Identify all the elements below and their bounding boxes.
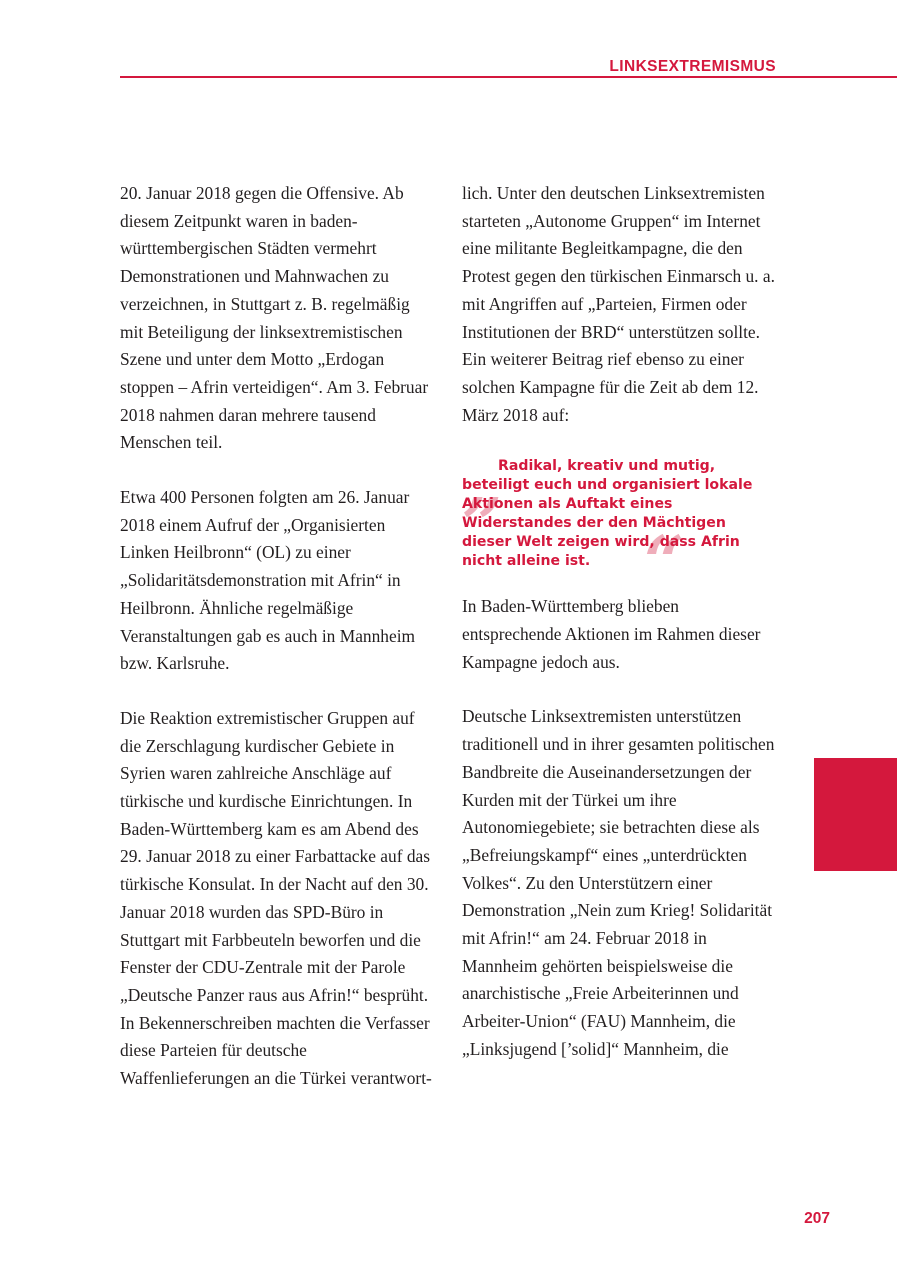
page-number: 207 [804, 1210, 830, 1227]
closing-quote-mark-icon: “ [644, 520, 685, 604]
paragraph: In Baden-Württemberg blieben entsprechende Aktionen im Rahmen dieser Kampagne jedoch aus. [462, 596, 761, 672]
pull-quote [462, 442, 775, 604]
paragraph: 20. Januar 2018 gegen die Offensive. Ab diesem Zeitpunkt waren in baden-württembergischen Städten vermehrt Demonstrationen und Mahnwachen zu verzeichnen, in Stuttgart z. B. regelmäßig mit Beteiligung der linksextremistischen Szene und unter dem Motto „Erdogan stoppen – Afrin verteidigen“. Am 3. Februar 2018 nahmen daran mehrere tausend Menschen teil. [120, 183, 429, 453]
header-rule [120, 76, 897, 78]
section-title: LINKSEXTREMISMUS [609, 58, 776, 75]
paragraph: Deutsche Linksextremisten unterstützen traditionell und in ihrer gesamten politischen Bandbreite die Auseinandersetzungen der Kurden mit der Türkei um ihre Autonomiegebiete; sie betrachten diese als „Befreiungskampf“ eines „unterdrückten Volkes“. Zu den Unterstützern einer Demonstration „Nein zum Krieg! Solidarität mit Afrin!“ am 24. Februar 2018 in Mannheim gehörten beispielsweise die anarchistische „Freie Arbeiterinnen und Arbeiter-Union“ (FAU) Mannheim, die „Linksjugend [’solid]“ Mannheim, die [462, 706, 775, 1059]
paragraph: Etwa 400 Personen folgten am 26. Januar 2018 einem Aufruf der „Organisierten Linken Heilbronn“ (OL) zu einer „Solidaritätsdemonstration mit Afrin“ in Heilbronn. Ähnliche regelmäßige Veranstaltungen gab es auch in Mannheim bzw. Karlsruhe. [120, 487, 416, 674]
paragraph: Die Reaktion extremistischer Gruppen auf die Zerschlagung kurdischer Gebiete in Syrien waren zahlreiche Anschläge auf türkische und kurdische Einrichtungen. In Baden-Württemberg kam es am Abend des 29. Januar 2018 zu einer Farbattacke auf das türkische Konsulat. In der Nacht auf den 30. Januar 2018 wurden das SPD-Büro in Stuttgart mit Farbbeuteln beworfen und die Fenster der CDU-Zentrale mit der Parole „Deutsche Panzer raus aus Afrin!“ besprüht. In Bekennerschreiben machten die Verfasser diese Parteien für deutsche Waffenlieferungen an die Türkei verantwort- [120, 707, 432, 1089]
opening-quote-mark-icon: „ [463, 442, 504, 526]
chapter-tab-marker [814, 758, 897, 871]
right-column [462, 180, 775, 1064]
left-column [120, 180, 433, 1093]
quote-text: Radikal, kreativ und mutig, beteiligt euch und organisiert lokale Aktionen als Auftakt eines Widerstandes der den Mächtigen dieser Welt zeigen wird, dass Afrin nicht alleine ist. [462, 458, 753, 570]
paragraph: lich. Unter den deutschen Linksextremisten starteten „Autonome Gruppen“ im Internet eine militante Begleitkampagne, die den Protest gegen den türkischen Einmarsch u. a. mit Angriffen auf „Parteien, Firmen oder Institutionen der BRD“ unterstützen sollte. Ein weiterer Beitrag rief ebenso zu einer solchen Kampagne für die Zeit ab dem 12. März 2018 auf: [462, 183, 775, 425]
